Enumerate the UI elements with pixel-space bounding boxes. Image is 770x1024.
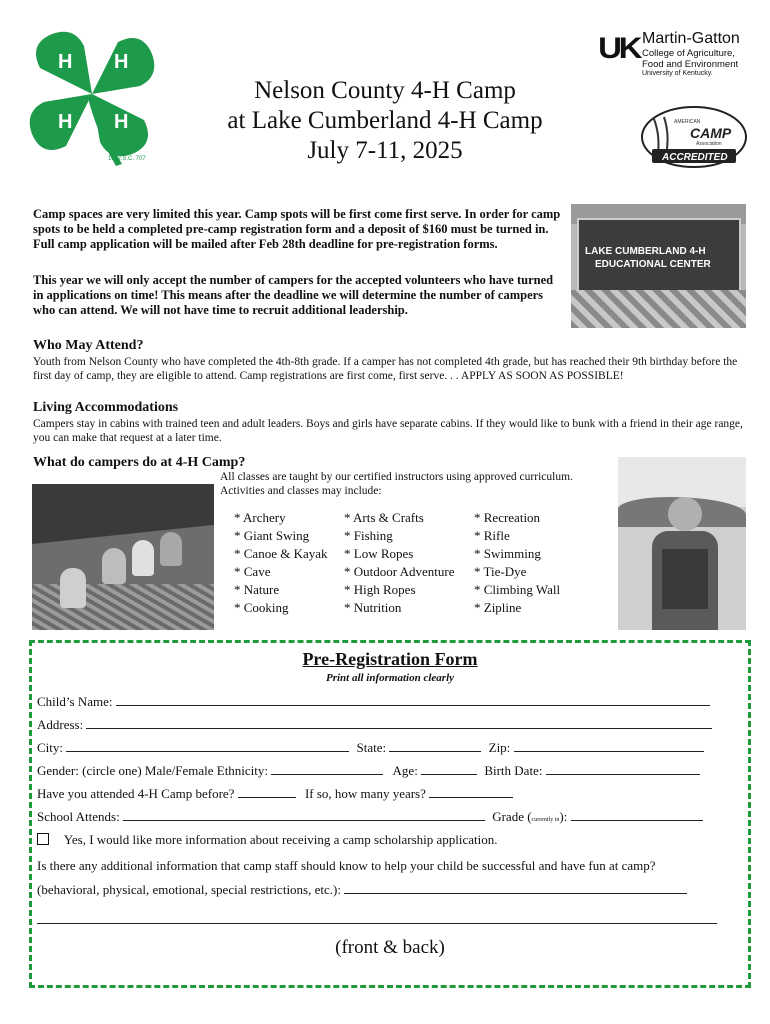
- activities-intro-2: Activities and classes may include:: [220, 485, 382, 497]
- activity-item: * Swimming: [474, 546, 541, 561]
- camper-photo: [618, 457, 746, 630]
- front-back-note: (front & back): [335, 937, 445, 958]
- activity-item: * High Ropes: [344, 582, 416, 597]
- grade-field[interactable]: [571, 808, 703, 821]
- gender-row: [37, 762, 700, 779]
- activities-column-2: [344, 509, 454, 617]
- birth-date-label: Birth Date:: [484, 763, 543, 778]
- age-label: Age:: [392, 763, 418, 778]
- state-label: State:: [356, 740, 387, 755]
- title-line-1: Nelson County 4-H Camp: [254, 77, 516, 104]
- svg-text:Association: Association: [696, 141, 722, 147]
- 4h-clover-logo: [22, 24, 162, 170]
- activity-item: * Archery: [234, 510, 286, 525]
- scholarship-row: [37, 832, 498, 848]
- attended-row: [37, 785, 513, 802]
- activity-item: * Canoe & Kayak: [234, 546, 328, 561]
- living-heading: Living Accommodations: [33, 400, 179, 415]
- ethnicity-field[interactable]: [271, 762, 383, 775]
- activity-item: * Arts & Crafts: [344, 510, 424, 525]
- activity-item: * Cooking: [234, 600, 289, 615]
- svg-text:H: H: [58, 111, 73, 133]
- attended-field[interactable]: [238, 785, 296, 798]
- scholarship-checkbox[interactable]: [37, 833, 49, 845]
- gender-label[interactable]: Gender: (circle one) Male/Female: [37, 763, 214, 778]
- school-field[interactable]: [123, 808, 485, 821]
- living-text: Campers stay in cabins with trained teen and adult leaders. Boys and girls have separate cabins. If they would like to bunk with a friend in their age range, you can make that request at a later time.: [33, 418, 743, 444]
- activities-column-1: [234, 509, 328, 617]
- pre-registration-form: [29, 640, 751, 988]
- activity-item: * Cave: [234, 564, 271, 579]
- uk-name: Martin-Gatton: [642, 30, 740, 47]
- page-title: [180, 76, 590, 166]
- activities-column-3: [474, 509, 560, 617]
- intro-paragraph-2: This year we will only accept the number of campers for the accepted volunteers who have turned in applications on time! This means after the deadline we will determine the number of campers who can attend. We will not have time to recruit additional leadership.: [33, 273, 554, 317]
- svg-text:AMERICAN: AMERICAN: [674, 119, 701, 125]
- uk-university: University of Kentucky.: [642, 70, 713, 77]
- activity-item: * Rifle: [474, 528, 510, 543]
- uk-college-1: College of Agriculture,: [642, 48, 735, 59]
- activity-item: * Recreation: [474, 510, 541, 525]
- how-many-field[interactable]: [429, 785, 513, 798]
- title-line-3: July 7-11, 2025: [307, 137, 463, 164]
- birth-date-field[interactable]: [546, 762, 700, 775]
- child-name-field[interactable]: [116, 693, 710, 706]
- sign-text-2: EDUCATIONAL CENTER: [595, 259, 711, 270]
- aca-accredited-badge: [640, 105, 748, 169]
- child-name-row: [37, 693, 710, 710]
- address-field[interactable]: [86, 716, 712, 729]
- sign-board: [577, 218, 741, 292]
- campers-tent-photo: [32, 484, 214, 630]
- svg-text:H: H: [58, 51, 73, 73]
- svg-text:H: H: [114, 51, 129, 73]
- how-many-label: If so, how many years?: [304, 786, 426, 801]
- age-field[interactable]: [421, 762, 477, 775]
- additional-question: Is there any additional information that camp staff should know to help your child be successful and have fun at camp?: [37, 858, 656, 873]
- form-title: Pre-Registration Form: [302, 649, 478, 669]
- additional-field[interactable]: [344, 881, 687, 894]
- state-field[interactable]: [389, 739, 481, 752]
- svg-text:18 U.S.C. 707: 18 U.S.C. 707: [108, 156, 146, 162]
- uk-mark-icon: UK: [598, 32, 640, 65]
- activities-heading: What do campers do at 4-H Camp?: [33, 455, 246, 470]
- school-label: School Attends:: [37, 809, 120, 824]
- activity-item: * Low Ropes: [344, 546, 414, 561]
- sign-text-1: LAKE CUMBERLAND 4-H: [585, 246, 706, 257]
- svg-text:H: H: [114, 111, 129, 133]
- svg-text:CAMP: CAMP: [690, 125, 732, 141]
- grade-label: Grade (currently in):: [492, 809, 568, 824]
- svg-text:ACCREDITED: ACCREDITED: [662, 152, 728, 163]
- uk-college-2: Food and Environment: [642, 59, 739, 70]
- uk-logo: [600, 30, 760, 80]
- activity-item: * Tie-Dye: [474, 564, 527, 579]
- intro-paragraph-1: Camp spaces are very limited this year. Camp spots will be first come first serve. In order for camp spots to be held a completed pre-camp registration form and a deposit of $160 must be turned in. Full camp application will be mailed after Feb 28th deadline for pre-registration forms.: [33, 207, 561, 251]
- who-text: Youth from Nelson County who have completed the 4th-8th grade. If a camper has not completed 4th grade, but has reached their 9th birthday before the first day of camp, they are eligible to attend. Camp registrations are first come, first serve. . . APPLY AS SOON AS POSSIBLE!: [33, 356, 738, 382]
- additional-label: (behavioral, physical, emotional, special restrictions, etc.):: [37, 882, 341, 897]
- address-row: [37, 716, 712, 733]
- who-heading: Who May Attend?: [33, 338, 144, 353]
- zip-label: Zip:: [488, 740, 511, 755]
- lake-cumberland-sign-photo: [571, 204, 746, 328]
- form-subtitle: Print all information clearly: [325, 672, 455, 684]
- address-label: Address:: [37, 717, 84, 732]
- ethnicity-label: Ethnicity:: [216, 763, 269, 778]
- child-name-label: Child’s Name:: [37, 694, 113, 709]
- city-field[interactable]: [66, 739, 349, 752]
- school-row: [37, 808, 703, 825]
- activities-intro-1: All classes are taught by our certified instructors using approved curriculum.: [220, 471, 573, 483]
- activity-item: * Zipline: [474, 600, 522, 615]
- additional-row: [37, 881, 687, 898]
- activity-item: * Nature: [234, 582, 280, 597]
- activity-item: * Nutrition: [344, 600, 402, 615]
- city-label: City:: [37, 740, 64, 755]
- activity-item: * Giant Swing: [234, 528, 310, 543]
- activity-item: * Fishing: [344, 528, 393, 543]
- activity-item: * Outdoor Adventure: [344, 564, 455, 579]
- activity-item: * Climbing Wall: [474, 582, 561, 597]
- additional-field-2[interactable]: [37, 911, 717, 924]
- zip-field[interactable]: [514, 739, 704, 752]
- title-line-2: at Lake Cumberland 4-H Camp: [227, 107, 543, 134]
- attended-label: Have you attended 4-H Camp before?: [37, 786, 235, 801]
- city-row: [37, 739, 704, 756]
- scholarship-label: Yes, I would like more information about receiving a camp scholarship application.: [63, 832, 498, 847]
